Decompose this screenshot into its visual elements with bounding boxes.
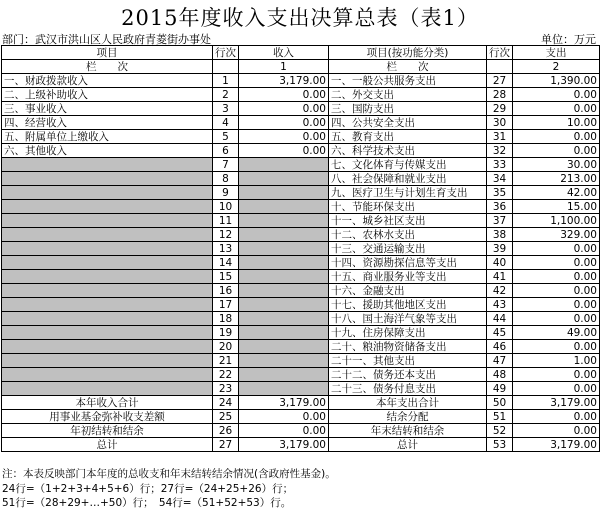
summary-row (2, 438, 600, 452)
expense-row-no: 43 (487, 298, 513, 312)
table-row (2, 284, 600, 298)
income-item (2, 326, 213, 340)
income-item (2, 172, 213, 186)
summary-expense-item: 本年支出合计 (329, 396, 487, 410)
income-value (239, 354, 329, 368)
table-row (2, 102, 600, 116)
income-value: 0.00 (239, 144, 329, 158)
lanci-income-num: 1 (239, 60, 329, 74)
income-row-no: 15 (213, 270, 239, 284)
income-row-no: 14 (213, 256, 239, 270)
header-expense: 支出 (513, 46, 600, 60)
table-row (2, 326, 600, 340)
income-row-no: 6 (213, 144, 239, 158)
table-row (2, 144, 600, 158)
income-value (239, 214, 329, 228)
expense-item: 三、国防支出 (329, 102, 487, 116)
summary-income-row-no: 26 (213, 424, 239, 438)
table-row (2, 312, 600, 326)
income-value (239, 200, 329, 214)
summary-income-row-no: 24 (213, 396, 239, 410)
table-row (2, 186, 600, 200)
expense-value: 0.00 (513, 382, 600, 396)
income-row-no: 4 (213, 116, 239, 130)
expense-row-no: 48 (487, 368, 513, 382)
header-row (2, 46, 600, 60)
expense-row-no: 31 (487, 130, 513, 144)
header-row-no-2: 行次 (487, 46, 513, 60)
table-row (2, 298, 600, 312)
expense-row-no: 40 (487, 256, 513, 270)
table-row (2, 214, 600, 228)
income-value (239, 158, 329, 172)
summary-expense-value: 0.00 (513, 410, 600, 424)
income-row-no: 13 (213, 242, 239, 256)
budget-table (1, 45, 600, 452)
expense-value: 0.00 (513, 368, 600, 382)
expense-item: 四、公共安全支出 (329, 116, 487, 130)
expense-value: 0.00 (513, 130, 600, 144)
income-value: 0.00 (239, 88, 329, 102)
expense-value: 0.00 (513, 102, 600, 116)
table-row (2, 256, 600, 270)
income-item (2, 368, 213, 382)
summary-row (2, 396, 600, 410)
notes (2, 467, 336, 511)
summary-expense-row-no: 53 (487, 438, 513, 452)
income-row-no: 21 (213, 354, 239, 368)
income-value (239, 186, 329, 200)
lanci-expense-num: 2 (513, 60, 600, 74)
summary-expense-row-no: 51 (487, 410, 513, 424)
expense-value: 49.00 (513, 326, 600, 340)
table-row (2, 130, 600, 144)
expense-value: 329.00 (513, 228, 600, 242)
table-row (2, 270, 600, 284)
income-row-no: 2 (213, 88, 239, 102)
income-row-no: 8 (213, 172, 239, 186)
expense-item: 七、文化体育与传媒支出 (329, 158, 487, 172)
header-income: 收入 (239, 46, 329, 60)
income-item: 四、经营收入 (2, 116, 213, 130)
expense-value: 0.00 (513, 298, 600, 312)
expense-row-no: 35 (487, 186, 513, 200)
expense-row-no: 30 (487, 116, 513, 130)
expense-row-no: 41 (487, 270, 513, 284)
unit-label: 单位：万元 (541, 33, 596, 46)
summary-income-value: 0.00 (239, 410, 329, 424)
expense-item: 十五、商业服务业等支出 (329, 270, 487, 284)
expense-item: 二、外交支出 (329, 88, 487, 102)
income-row-no: 20 (213, 340, 239, 354)
expense-item: 十三、交通运输支出 (329, 242, 487, 256)
expense-row-no: 29 (487, 102, 513, 116)
expense-item: 九、医疗卫生与计划生育支出 (329, 186, 487, 200)
income-item (2, 214, 213, 228)
expense-row-no: 32 (487, 144, 513, 158)
income-row-no: 16 (213, 284, 239, 298)
income-value (239, 172, 329, 186)
table-row (2, 172, 600, 186)
table-row (2, 354, 600, 368)
income-value: 3,179.00 (239, 74, 329, 88)
expense-value: 15.00 (513, 200, 600, 214)
expense-item: 六、科学技术支出 (329, 144, 487, 158)
income-item (2, 382, 213, 396)
expense-value: 0.00 (513, 284, 600, 298)
income-item (2, 200, 213, 214)
table-row (2, 158, 600, 172)
expense-row-no: 49 (487, 382, 513, 396)
note-line: 24行=（1+2+3+4+5+6）行；27行=（24+25+26）行； (2, 482, 294, 495)
income-row-no: 22 (213, 368, 239, 382)
expense-row-no: 44 (487, 312, 513, 326)
income-value (239, 312, 329, 326)
table-row (2, 368, 600, 382)
income-item: 一、财政拨款收入 (2, 74, 213, 88)
summary-row (2, 424, 600, 438)
table-row (2, 382, 600, 396)
expense-row-no: 39 (487, 242, 513, 256)
summary-expense-item: 总计 (329, 438, 487, 452)
income-row-no: 1 (213, 74, 239, 88)
income-value (239, 256, 329, 270)
summary-income-value: 3,179.00 (239, 396, 329, 410)
summary-income-row-no: 25 (213, 410, 239, 424)
expense-row-no: 36 (487, 200, 513, 214)
expense-row-no: 34 (487, 172, 513, 186)
expense-row-no: 33 (487, 158, 513, 172)
income-value (239, 228, 329, 242)
income-item (2, 312, 213, 326)
lanci-right: 栏 次 (329, 60, 487, 74)
expense-item: 十九、住房保障支出 (329, 326, 487, 340)
summary-income-row-no: 27 (213, 438, 239, 452)
expense-item: 十六、金融支出 (329, 284, 487, 298)
income-row-no: 5 (213, 130, 239, 144)
expense-row-no: 38 (487, 228, 513, 242)
header-row-no: 行次 (213, 46, 239, 60)
expense-row-no: 27 (487, 74, 513, 88)
income-item: 三、事业收入 (2, 102, 213, 116)
table-row (2, 88, 600, 102)
income-value (239, 298, 329, 312)
expense-value: 1.00 (513, 354, 600, 368)
summary-expense-value: 3,179.00 (513, 396, 600, 410)
income-row-no: 3 (213, 102, 239, 116)
income-value: 0.00 (239, 102, 329, 116)
income-row-no: 10 (213, 200, 239, 214)
income-item (2, 242, 213, 256)
income-item (2, 298, 213, 312)
income-item (2, 186, 213, 200)
summary-row (2, 410, 600, 424)
summary-income-item: 本年收入合计 (2, 396, 213, 410)
expense-item: 十七、援助其他地区支出 (329, 298, 487, 312)
income-value (239, 326, 329, 340)
income-value (239, 284, 329, 298)
expense-value: 42.00 (513, 186, 600, 200)
income-item (2, 270, 213, 284)
lanci-row (213, 60, 239, 74)
summary-income-item: 总计 (2, 438, 213, 452)
income-value (239, 382, 329, 396)
expense-row-no: 37 (487, 214, 513, 228)
summary-income-value: 3,179.00 (239, 438, 329, 452)
income-value (239, 340, 329, 354)
expense-row-no: 28 (487, 88, 513, 102)
income-row-no: 7 (213, 158, 239, 172)
income-row-no: 9 (213, 186, 239, 200)
income-item (2, 284, 213, 298)
note-line: 51行=（28+29+…+50）行； 54行=（51+52+53）行。 (2, 497, 292, 509)
expense-value: 0.00 (513, 144, 600, 158)
expense-item: 五、教育支出 (329, 130, 487, 144)
lanci-left: 栏 次 (2, 60, 213, 74)
expense-row-no: 47 (487, 354, 513, 368)
expense-item: 十一、城乡社区支出 (329, 214, 487, 228)
summary-expense-item: 年末结转和结余 (329, 424, 487, 438)
income-value: 0.00 (239, 116, 329, 130)
header-right-item: 项目(按功能分类) (329, 46, 487, 60)
income-item: 五、附属单位上缴收入 (2, 130, 213, 144)
income-item: 二、上级补助收入 (2, 88, 213, 102)
income-item (2, 158, 213, 172)
income-item (2, 256, 213, 270)
summary-expense-item: 结余分配 (329, 410, 487, 424)
summary-income-item: 年初结转和结余 (2, 424, 213, 438)
income-item (2, 228, 213, 242)
table-row (2, 116, 600, 130)
expense-value: 0.00 (513, 256, 600, 270)
expense-item: 十四、资源勘探信息等支出 (329, 256, 487, 270)
income-row-no: 19 (213, 326, 239, 340)
expense-item: 一、一般公共服务支出 (329, 74, 487, 88)
expense-item: 十八、国土海洋气象等支出 (329, 312, 487, 326)
lanci-row-2 (487, 60, 513, 74)
income-row-no: 11 (213, 214, 239, 228)
table-row (2, 228, 600, 242)
expense-item: 二十、粮油物资储备支出 (329, 340, 487, 354)
column-number-row (2, 60, 600, 74)
income-value (239, 270, 329, 284)
income-value: 0.00 (239, 130, 329, 144)
expense-item: 十、节能环保支出 (329, 200, 487, 214)
expense-value: 0.00 (513, 270, 600, 284)
expense-item: 八、社会保障和就业支出 (329, 172, 487, 186)
expense-value: 0.00 (513, 88, 600, 102)
note-line: 注：本表反映部门本年度的总收支和年末结转结余情况(含政府性基金)。 (2, 468, 336, 480)
income-item (2, 354, 213, 368)
expense-value: 10.00 (513, 116, 600, 130)
expense-value: 0.00 (513, 242, 600, 256)
expense-value: 0.00 (513, 340, 600, 354)
summary-expense-row-no: 50 (487, 396, 513, 410)
income-item (2, 340, 213, 354)
expense-row-no: 45 (487, 326, 513, 340)
expense-value: 1,390.00 (513, 74, 600, 88)
income-row-no: 23 (213, 382, 239, 396)
income-value (239, 368, 329, 382)
summary-expense-value: 3,179.00 (513, 438, 600, 452)
summary-income-value: 0.00 (239, 424, 329, 438)
expense-item: 二十一、其他支出 (329, 354, 487, 368)
table-row (2, 242, 600, 256)
header-left-item: 项目 (2, 46, 213, 60)
summary-income-item: 用事业基金弥补收支差额 (2, 410, 213, 424)
income-row-no: 12 (213, 228, 239, 242)
income-item: 六、其他收入 (2, 144, 213, 158)
expense-value: 1,100.00 (513, 214, 600, 228)
income-row-no: 18 (213, 312, 239, 326)
income-row-no: 17 (213, 298, 239, 312)
table-row (2, 340, 600, 354)
expense-value: 0.00 (513, 312, 600, 326)
expense-row-no: 46 (487, 340, 513, 354)
expense-item: 二十三、债务付息支出 (329, 382, 487, 396)
income-value (239, 242, 329, 256)
table-row (2, 200, 600, 214)
department-label: 部门：武汉市洪山区人民政府青菱街办事处 (2, 33, 211, 46)
summary-expense-row-no: 52 (487, 424, 513, 438)
table-row (2, 74, 600, 88)
expense-row-no: 42 (487, 284, 513, 298)
expense-value: 213.00 (513, 172, 600, 186)
expense-value: 30.00 (513, 158, 600, 172)
expense-item: 十二、农林水支出 (329, 228, 487, 242)
summary-expense-value: 0.00 (513, 424, 600, 438)
expense-item: 二十二、债务还本支出 (329, 368, 487, 382)
report-title: 2015年度收入支出决算总表（表1） (121, 6, 479, 30)
